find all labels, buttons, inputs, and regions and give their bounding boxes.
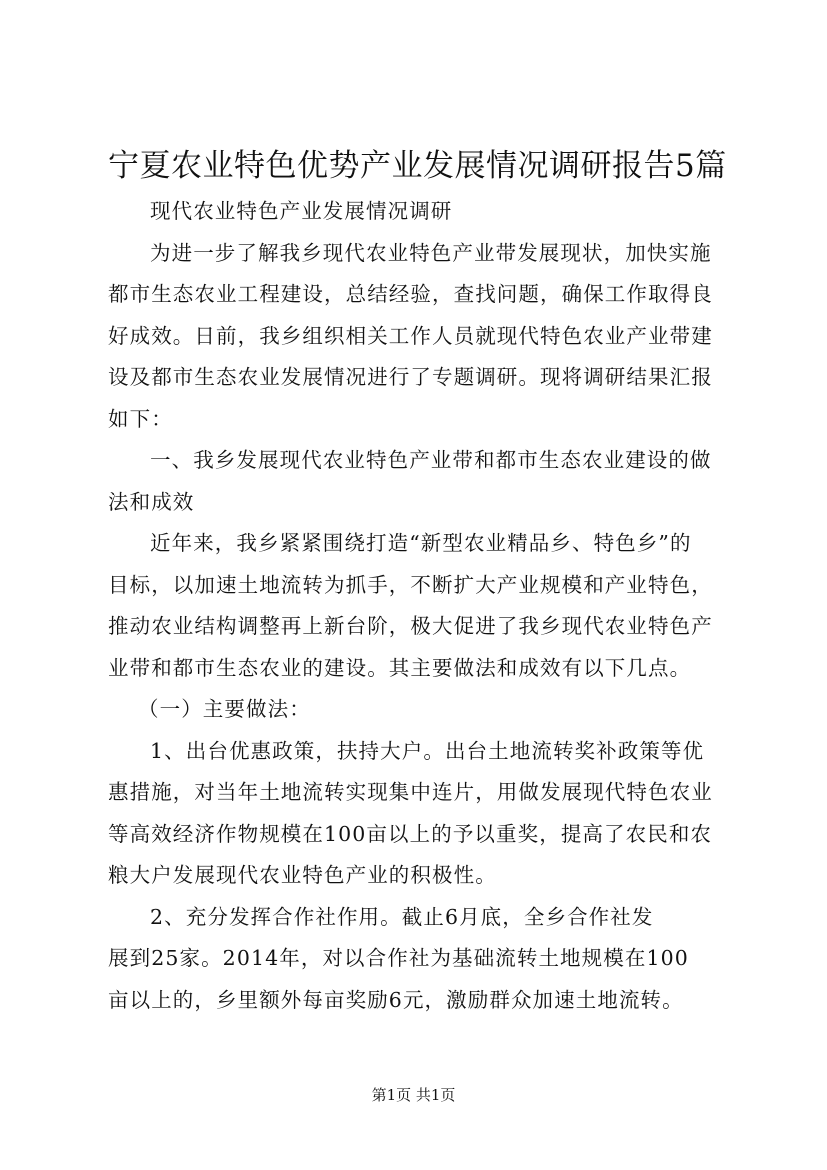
paragraph-line: 为进一步了解我乡现代农业特色产业带发展现状，加快实施 <box>150 240 712 265</box>
paragraph-line: 亩以上的，乡里额外每亩奖励6元，激励群众加速土地流转。 <box>108 987 684 1012</box>
paragraph-line: 近年来，我乡紧紧围绕打造“新型农业精品乡、特色乡”的 <box>150 531 692 555</box>
subsection-heading-line: （一）主要做法： <box>138 697 311 721</box>
paragraph-line: 推动农业结构调整再上新台阶，极大促进了我乡现代农业特色产 <box>108 614 713 638</box>
paragraph-line: 如下： <box>108 406 173 431</box>
paragraph-line: 展到25家。2014年，对以合作社为基础流转土地规模在100 <box>108 946 689 970</box>
section-heading-line: 法和成效 <box>108 489 195 514</box>
paragraph-line: 好成效。日前，我乡组织相关工作人员就现代特色农业产业带建 <box>108 323 713 348</box>
paragraph-line: 目标，以加速土地流转为抓手，不断扩大产业规模和产业特色， <box>108 572 713 597</box>
paragraph-line: 惠措施，对当年土地流转实现集中连片，用做发展现代特色农业 <box>108 780 713 804</box>
page-footer: 第1页 共1页 <box>371 1086 456 1104</box>
paragraph-line: 2、充分发挥合作社作用。截止6月底，全乡合作社发 <box>150 904 654 929</box>
paragraph-line: 1、出台优惠政策，扶持大户。出台土地流转奖补政策等优 <box>150 738 705 763</box>
paragraph-line: 等高效经济作物规模在100亩以上的予以重奖，提高了农民和农 <box>108 821 713 846</box>
subtitle-line: 现代农业特色产业发展情况调研 <box>150 199 453 223</box>
paragraph-line: 都市生态农业工程建设，总结经验，查找问题，确保工作取得良 <box>108 282 713 306</box>
paragraph-line: 设及都市生态农业发展情况进行了专题调研。现将调研结果汇报 <box>108 365 713 389</box>
document-title: 宁夏农业特色优势产业发展情况调研报告5篇 <box>108 148 727 184</box>
document-body <box>108 191 720 1021</box>
paragraph-line: 业带和都市生态农业的建设。其主要做法和成效有以下几点。 <box>108 655 692 680</box>
section-heading-line: 一、我乡发展现代农业特色产业带和都市生态农业建设的做 <box>150 448 712 472</box>
paragraph-line: 粮大户发展现代农业特色产业的积极性。 <box>108 863 497 887</box>
